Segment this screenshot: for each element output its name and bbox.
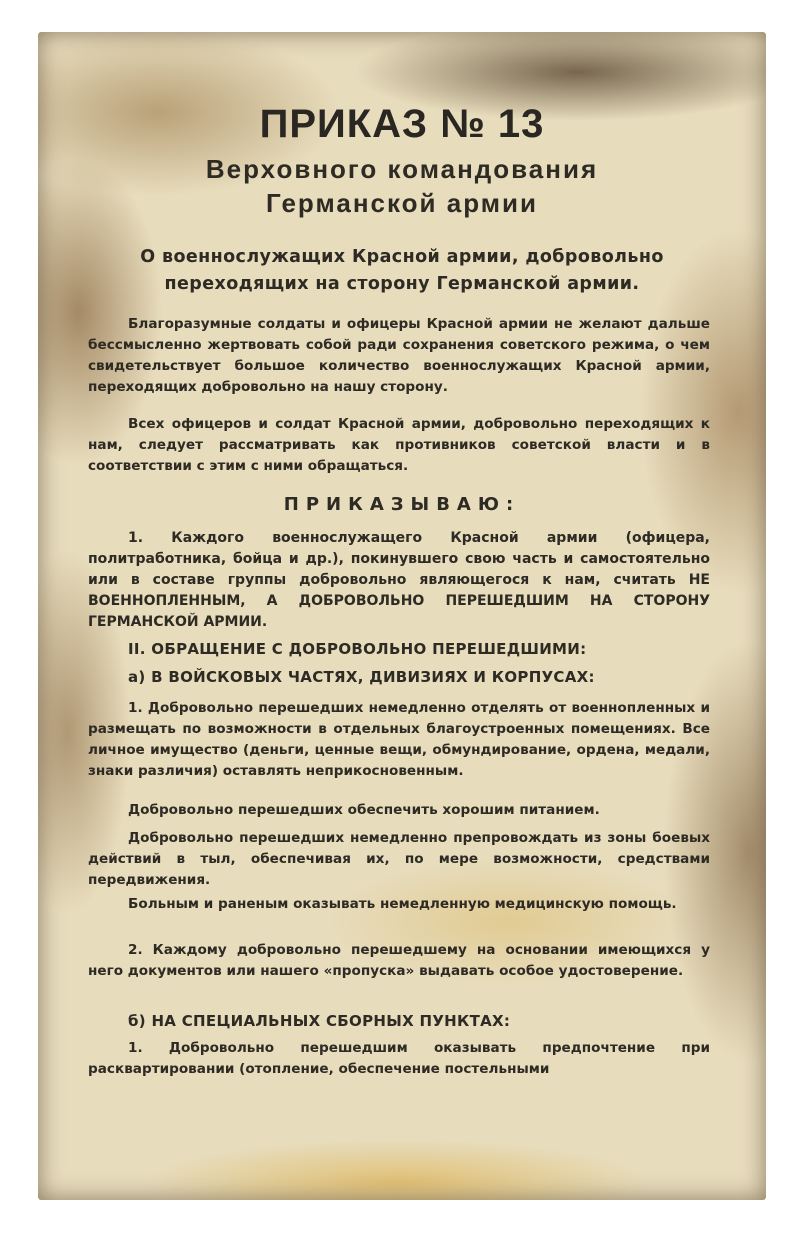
section-a-paragraph: Больным и раненым оказывать немедленную медицинскую помощь. — [128, 896, 677, 912]
order-heading: ПРИКАЗЫВАЮ: — [283, 494, 521, 515]
order-point-1: 1. Каждого военнослужащего Красной армии (офицера, политработника, бойца и др.), покинувшего свою часть и самостоятельно или в составе группы добровольно являющегося к нам, считать НЕ ВОЕННОПЛЕННЫМ, А ДОБРОВОЛЬНО ПЕРЕШЕДШИМ НА СТОРОНУ ГЕРМАНСКОЙ АРМИИ. — [88, 530, 710, 630]
document-title: ПРИКАЗ № 13 — [259, 102, 545, 146]
section-a-paragraph: 2. Каждому добровольно перешедшему на основании имеющихся у него документов или нашего «пропуска» выдавать особое удостоверение. — [88, 942, 710, 979]
section-b-heading: б) НА СПЕЦИАЛЬНЫХ СБОРНЫХ ПУНКТАХ: — [128, 1012, 511, 1030]
document-about: О военнослужащих Красной армии, добровольно переходящих на сторону Германской армии. — [140, 247, 664, 294]
document-subtitle-line2: Германской армии — [266, 188, 538, 218]
leaflet-page — [38, 32, 766, 1200]
section-a-paragraph: Добровольно перешедших немедленно препровождать из зоны боевых действий в тыл, обеспечивая их, по мере возможности, средствами передвижения. — [88, 830, 710, 888]
section-2-heading: II. ОБРАЩЕНИЕ С ДОБРОВОЛЬНО ПЕРЕШЕДШИМИ: — [128, 640, 587, 658]
section-a-heading: а) В ВОЙСКОВЫХ ЧАСТЯХ, ДИВИЗИЯХ И КОРПУСАХ: — [128, 668, 595, 686]
intro-paragraph: Всех офицеров и солдат Красной армии, добровольно переходящих к нам, следует рассматривать как противников советской власти и в соответствии с этим с ними обращаться. — [88, 416, 710, 474]
section-a-paragraph: 1. Добровольно перешедших немедленно отделять от военнопленных и размещать по возможности в отдельных благоустроенных помещениях. Все личное имущество (деньги, ценные вещи, обмундирование, ордена, медали, знаки различия) оставлять неприкосновенным. — [88, 700, 710, 779]
intro-paragraph: Благоразумные солдаты и офицеры Красной армии не желают дальше бессмысленно жертвовать собой ради сохранения советского режима, о чем свидетельствует большое количество военнослужащих Красной армии, переходящих добровольно на нашу сторону. — [88, 316, 710, 395]
section-a-paragraph: Добровольно перешедших обеспечить хорошим питанием. — [128, 802, 600, 818]
document-subtitle-line1: Верховного командования — [205, 154, 599, 184]
section-b-paragraph: 1. Добровольно перешедшим оказывать предпочтение при расквартировании (отопление, обеспечение постельными — [88, 1040, 710, 1077]
